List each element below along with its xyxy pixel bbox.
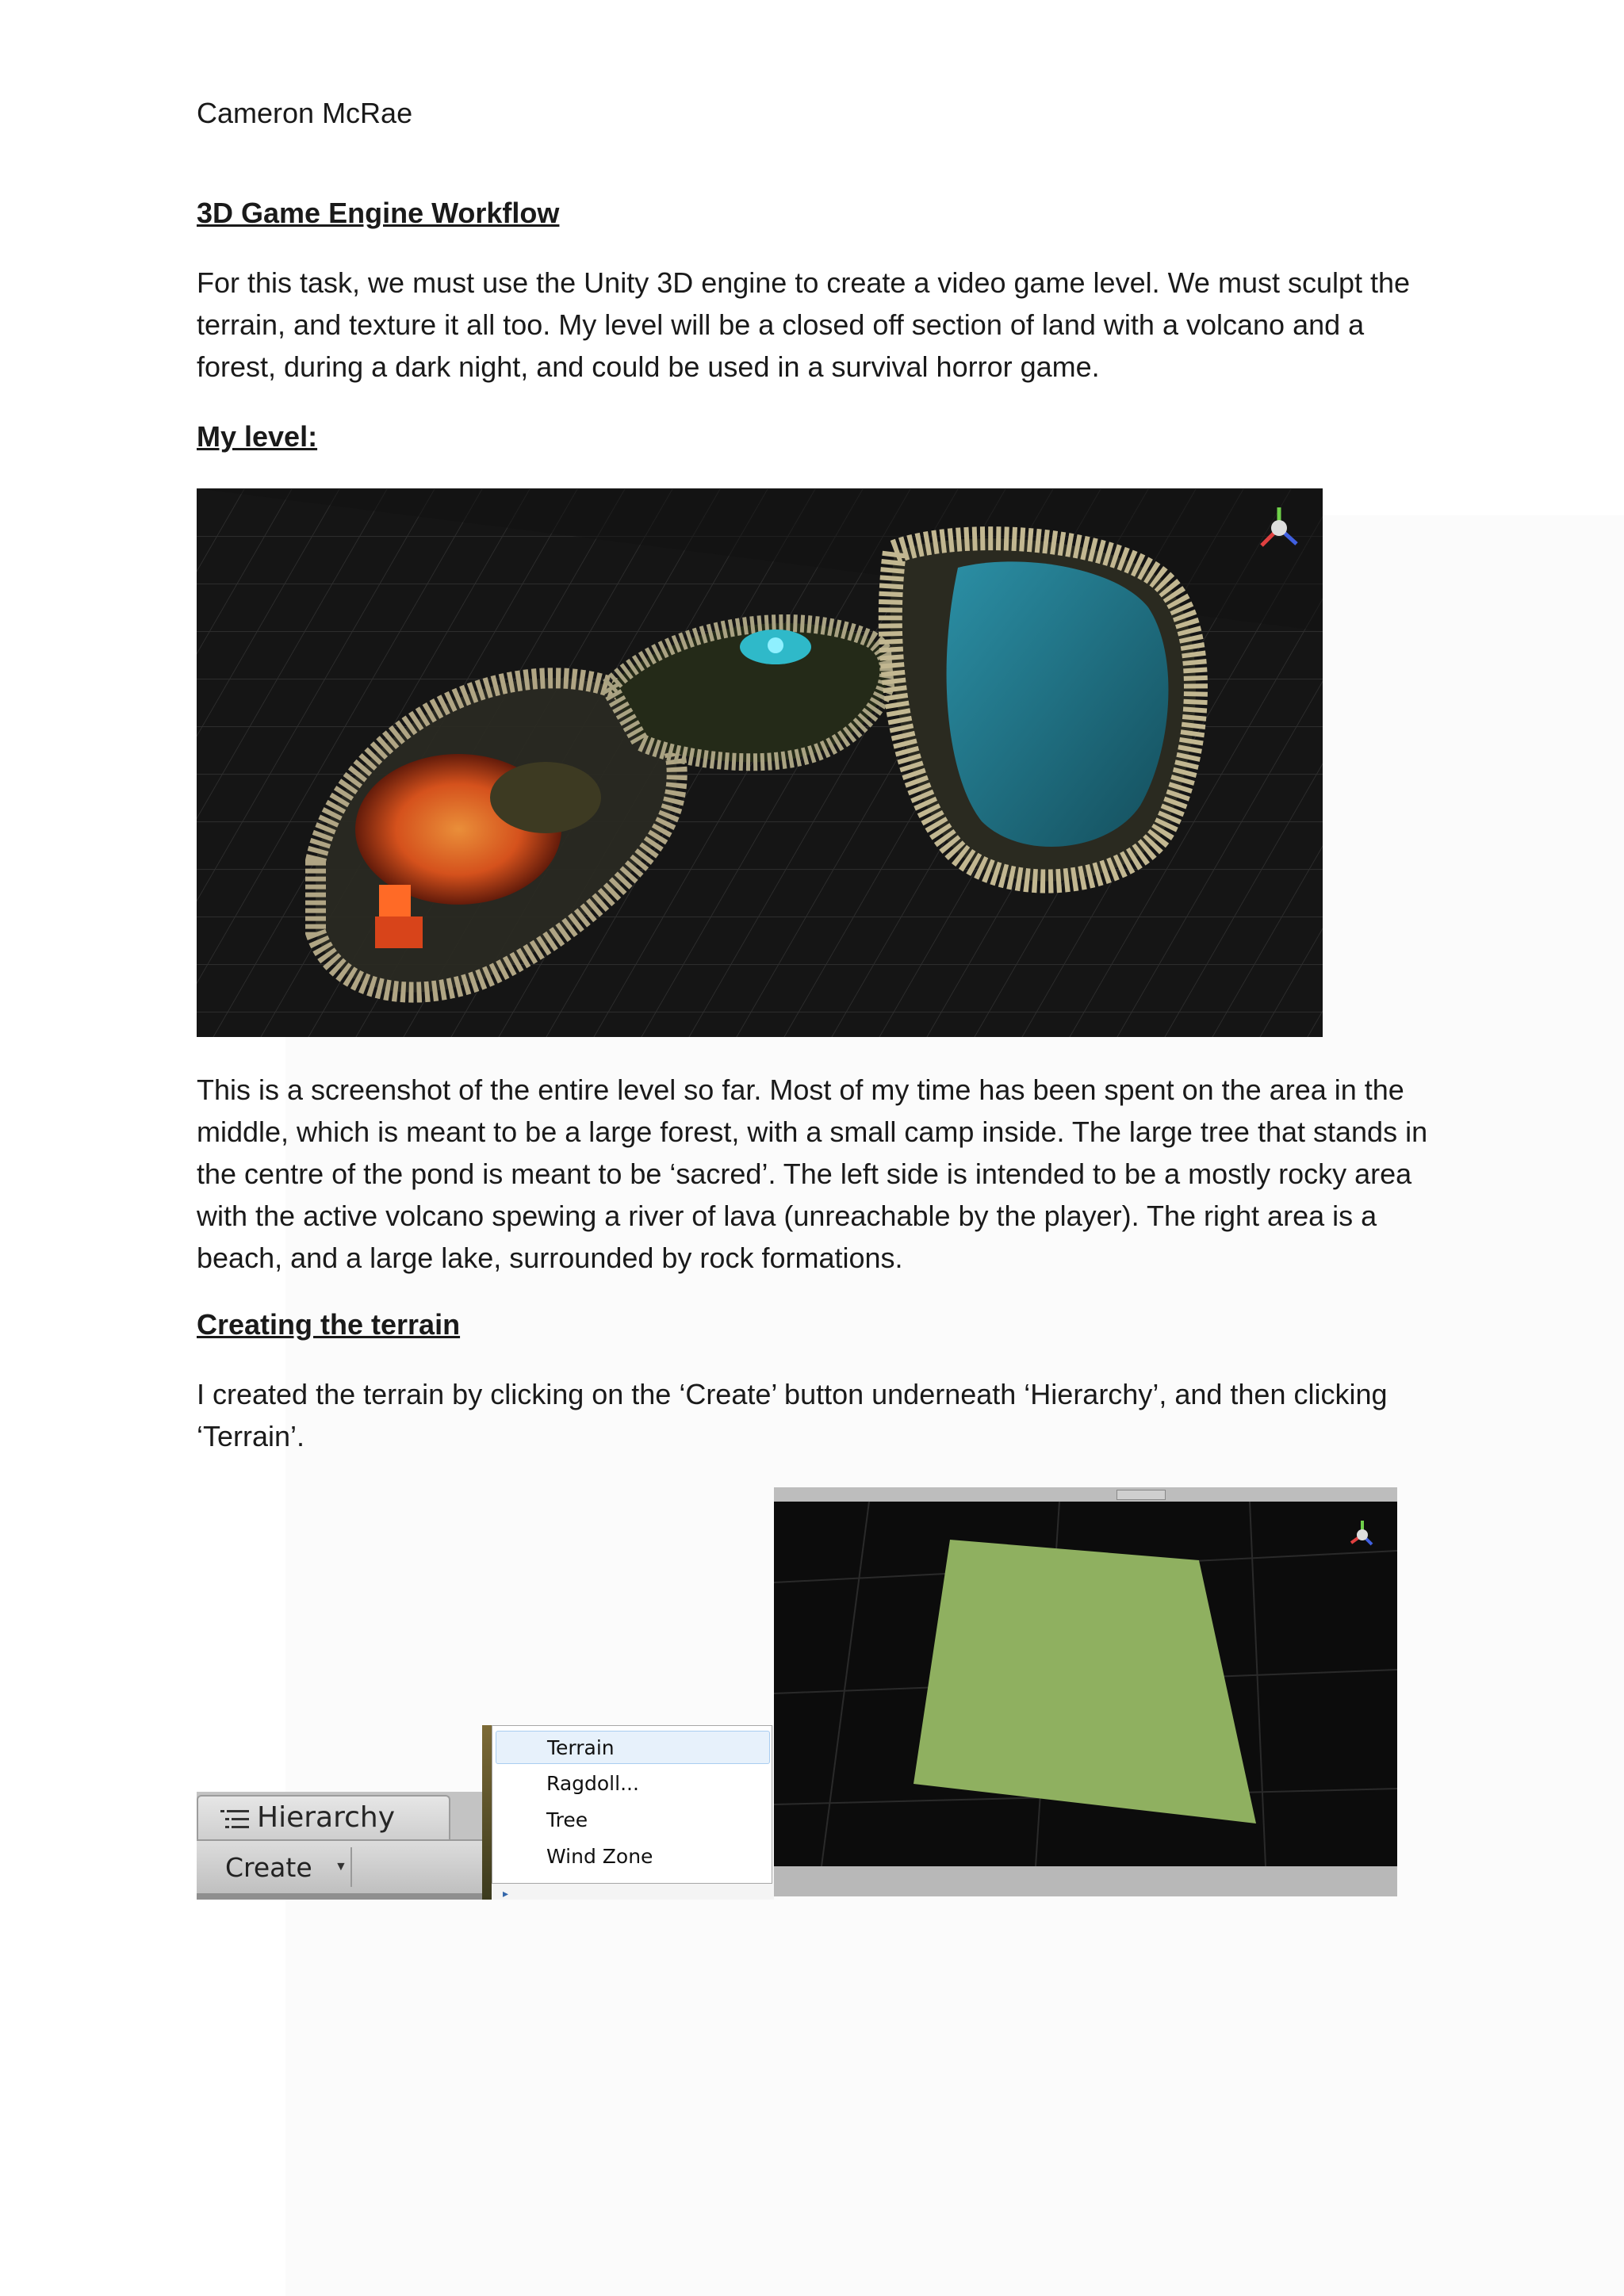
menu-item-tree[interactable] (496, 1804, 770, 1837)
hierarchy-panel-edge (197, 1893, 482, 1900)
expand-arrow-icon: ▸ (503, 1887, 509, 1900)
hierarchy-list-icon (220, 1809, 251, 1830)
viewport-bottom-panel (774, 1866, 1397, 1896)
hierarchy-tab-label: Hierarchy (257, 1801, 396, 1834)
menu-item-wind-zone[interactable] (496, 1840, 770, 1873)
create-menu (492, 1725, 772, 1884)
scene-gizmo-icon (1351, 1521, 1372, 1544)
hierarchy-toolbar (197, 1839, 482, 1898)
document-title: 3D Game Engine Workflow (197, 197, 560, 229)
terrain-viewport-screenshot (774, 1487, 1397, 1896)
menu-item-label: Terrain (547, 1736, 615, 1759)
menu-background-edge (482, 1725, 492, 1900)
create-button-label: Create (225, 1852, 312, 1883)
intro-paragraph: For this task, we must use the Unity 3D engine to create a video game level. We must sculpt the terrain, and texture it all too. My level will be a closed off section of land with a volcano and a forest, during a dark night, and could be used in a survival horror game. (197, 266, 1411, 383)
menu-item-label: Tree (546, 1808, 588, 1831)
create-button[interactable] (209, 1847, 352, 1887)
menu-item-label: Wind Zone (546, 1845, 653, 1868)
hierarchy-tab[interactable] (197, 1795, 450, 1839)
level-description: This is a screenshot of the entire level so far. Most of my time has been spent on the area in the middle, which is meant to be a large forest, with a small camp inside. The large tree that stands in the centre of the pond is meant to be ‘sacred’. The left side is intended to be a mostly rocky area with the active volcano spewing a river of lava (unreachable by the player). The right area is a beach, and a large lake, surrounded by rock formations. (197, 1073, 1428, 1274)
level-screenshot (197, 488, 1323, 1037)
terrain-heading: Creating the terrain (197, 1308, 461, 1341)
menu-item-ragdoll[interactable] (496, 1767, 770, 1800)
dropdown-arrow-icon: ▼ (335, 1860, 347, 1873)
hierarchy-panel (197, 1792, 482, 1898)
author-name: Cameron McRae (197, 97, 413, 129)
create-menu-screenshot (482, 1725, 774, 1900)
menu-item-terrain[interactable] (496, 1731, 770, 1764)
terrain-paragraph: I created the terrain by clicking on the ‘Create’ button underneath ‘Hierarchy’, and then clicking ‘Terrain’. (197, 1378, 1388, 1452)
menu-item-label: Ragdoll... (546, 1772, 639, 1795)
level-heading: My level: (197, 420, 318, 453)
terrain-plane (914, 1540, 1256, 1823)
